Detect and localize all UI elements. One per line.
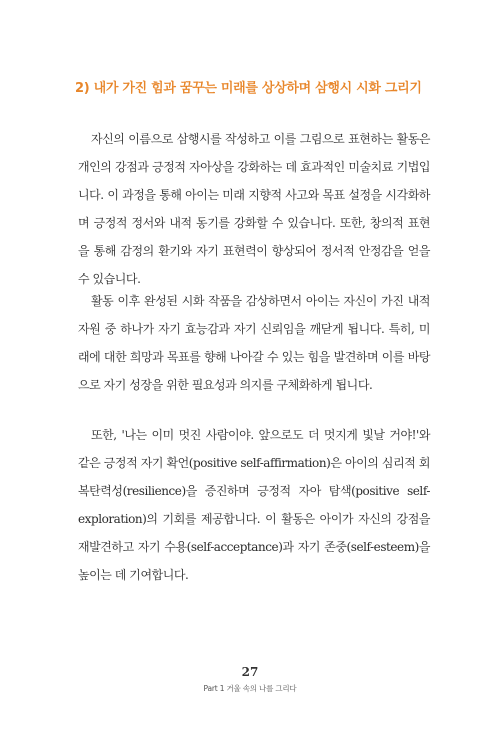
body-paragraph-1: 자신의 이름으로 삼행시를 작성하고 이를 그림으로 표현하는 활동은 개인의 강점과 긍정적 자아상을 강화하는 데 효과적인 미술치료 기법입니다. 이 과정을 통해 아이는 미래 지향적 사고와 목표 설정을 시각화하며 긍정적 정서와 내적 동기를 강화할 수 있습니다. 또한, 창의적 표현을 통해 감정의 환기와 자기 표현력이 향상되어 정서적 안정감을 얻을 수 있습니다. xyxy=(78,132,430,286)
running-title: Part 1 거울 속의 나를 그리다 xyxy=(203,684,297,693)
page-number: 27 xyxy=(241,665,259,679)
body-paragraph-3: 또한, '나는 이미 멋진 사람이야. 앞으로도 더 멋지게 빛날 거야!'와 같은 긍정적 자기 확언(positive self-affirmation)은 아이의 심리적 회복탄력성(resilience)을 증진하며 긍정적 자아 탐색(positive self-exploration)의 기회를 제공합니다. 이 활동은 아이가 자신의 강점을 재발견하고 자기 수용(self-acceptance)과 자기 존중(self-esteem)을 높이는 데 기여합니다. xyxy=(78,428,430,582)
body-paragraph-2: 활동 이후 완성된 시화 작품을 감상하면서 아이는 자신이 가진 내적 자원 중 하나가 자기 효능감과 자기 신뢰임을 깨닫게 됩니다. 특히, 미래에 대한 희망과 목표를 향해 나아갈 수 있는 힘을 발견하며 이를 바탕으로 자기 성장을 위한 필요성과 의지를 구체화하게 됩니다. xyxy=(78,294,430,392)
section-heading: 2) 내가 가진 힘과 꿈꾸는 미래를 상상하며 삼행시 시화 그리기 xyxy=(75,81,422,96)
